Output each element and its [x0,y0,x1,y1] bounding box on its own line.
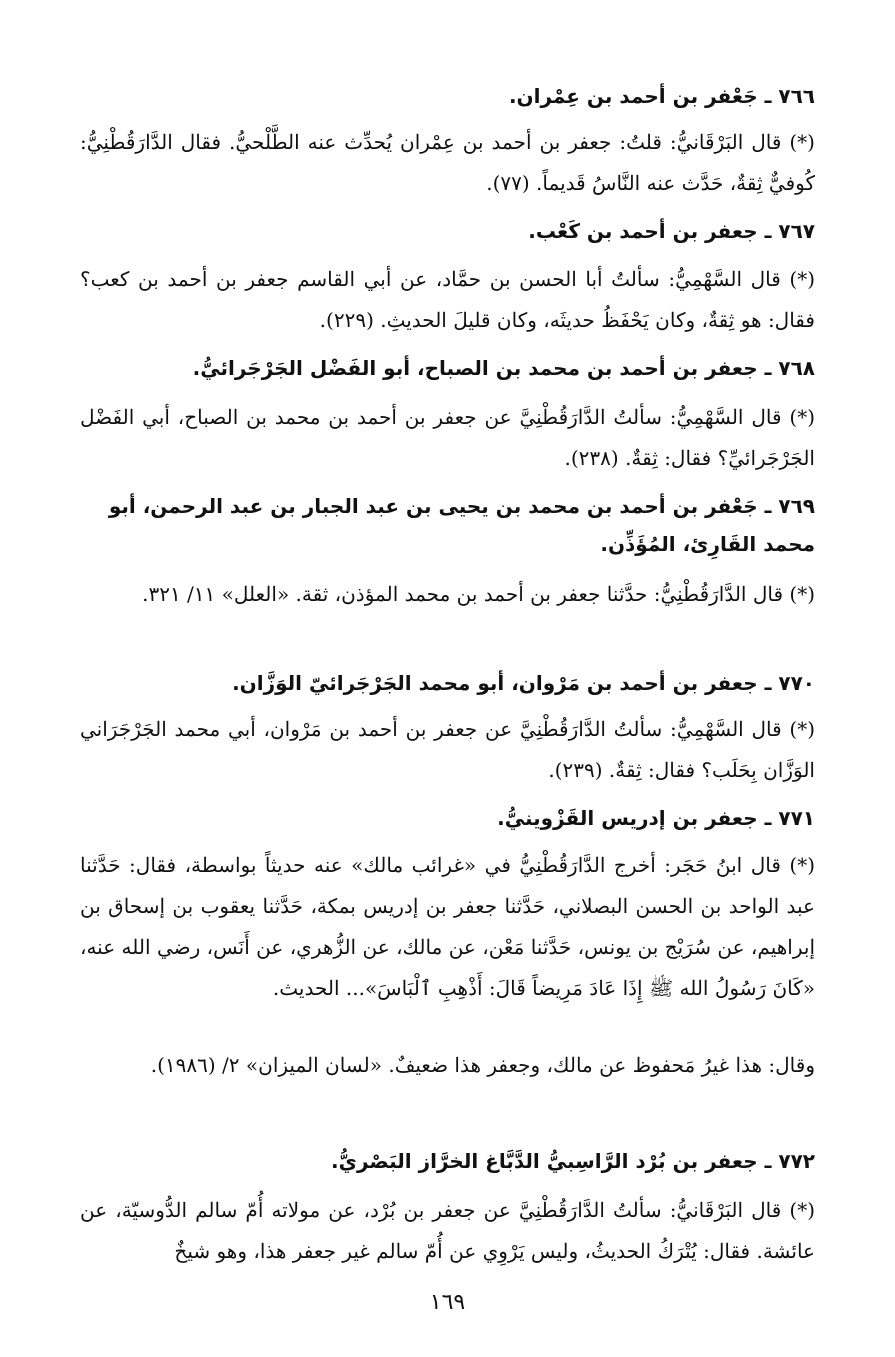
entry-text-767: (*) قال السَّهْمِيُّ: سألتُ أبا الحسن بن حمَّاد، عن أبي القاسم جعفر بن أحمد بن كعب؟ فقال: هو ثِقةٌ، وكان يَحْفَظُ حديثَه، وكان قليلَ الحديثِ. (٢٢٩). [80,267,815,332]
entry-text-766: (*) قال البَرْقَانيُّ: قلتُ: جعفر بن أحمد بن عِمْران يُحدِّث عنه الطَّلْحيُّ. فقال الدَّارَقُطْنِيُّ: كُوفيٌّ ثِقةٌ، حَدَّث عنه النَّاسُ قَديماً. (٧٧). [80,130,815,195]
entry-heading-772: ٧٧٢ ـ جعفر بن بُرْد الرَّاسِبيُّ الدَّبَّاغ الخرَّاز البَصْريُّ. [331,1149,815,1173]
entry-heading-770: ٧٧٠ ـ جعفر بن أحمد بن مَرْوان، أبو محمد الجَرْجَرائيّ الوَزَّان. [232,671,815,695]
entry-heading-771: ٧٧١ ـ جعفر بن إدريس القَزْوينيُّ. [497,806,815,830]
entry-heading-768: ٧٦٨ ـ جعفر بن أحمد بن محمد بن الصباح، أبو الفَضْل الجَرْجَرائيُّ. [192,356,815,380]
entry-heading-769: ٧٦٩ ـ جَعْفر بن أحمد بن محمد بن يحيى بن عبد الجبار بن عبد الرحمن، أبو محمد القَارِئ، المُؤَذِّن. [108,494,815,556]
entry-text-770: (*) قال السَّهْمِيُّ: سألتُ الدَّارَقُطْنِيَّ عن جعفر بن أحمد بن مَرْوان، أبي محمد الجَرْجَرَاني الوَزَّان بِحَلَب؟ فقال: ثِقةٌ. (٢٣٩). [80,717,815,782]
entry-text-771-continued: وقال: هذا غيرُ مَحفوظ عن مالك، وجعفر هذا ضعيفٌ. «لسان الميزان» ٢/ (١٩٨٦). [150,1053,815,1077]
page-number: ١٦٩ [429,1290,466,1315]
entry-text-768: (*) قال السَّهْمِيُّ: سألتُ الدَّارَقُطْنِيَّ عن جعفر بن أحمد بن محمد بن الصباح، أبي الفَضْل الجَرْجَرائيِّ؟ فقال: ثِقةٌ. (٢٣٨). [80,405,815,470]
entry-heading-766: ٧٦٦ ـ جَعْفر بن أحمد بن عِمْران. [508,84,815,108]
entry-text-769: (*) قال الدَّارَقُطْنِيُّ: حدَّثنا جعفر بن أحمد بن محمد المؤذن، ثقة. «العلل» ١١/ ٣٢١. [142,582,815,606]
entry-heading-767: ٧٦٧ ـ جعفر بن أحمد بن كَعْب. [528,219,815,243]
entry-text-771: (*) قال ابنُ حَجَر: أخرج الدَّارَقُطْنِيُّ في «غرائب مالك» عنه حديثاً بواسطة، فقال: حَدَّثنا عبد الواحد بن الحسن البصلاني، حَدَّثنا جعفر بن إدريس بمكة، حَدَّثنا يعقوب بن إسحاق بن إبراهيم، عن سُرَيْج بن يونس، حَدَّثنا مَعْن، عن مالك، عن الزُّهري، عن أَنَس، رضي الله عنه، «كَانَ رَسُولُ الله ﷺ إِذَا عَادَ مَرِيضاً قَالَ: أَذْهِبِ ٱلْبَاسَ»... الحديث. [80,853,815,1000]
entry-text-772: (*) قال البَرْقَانيُّ: سألتُ الدَّارَقُطْنِيَّ عن جعفر بن بُرْد، عن مولاته أُمّ سالم الدُّوسيّة، عن عائشة. فقال: يُتْرَكُ الحديثُ، وليس يَرْوِي عن أُمّ سالم غير جعفر هذا، وهو شيخٌ [80,1198,815,1263]
